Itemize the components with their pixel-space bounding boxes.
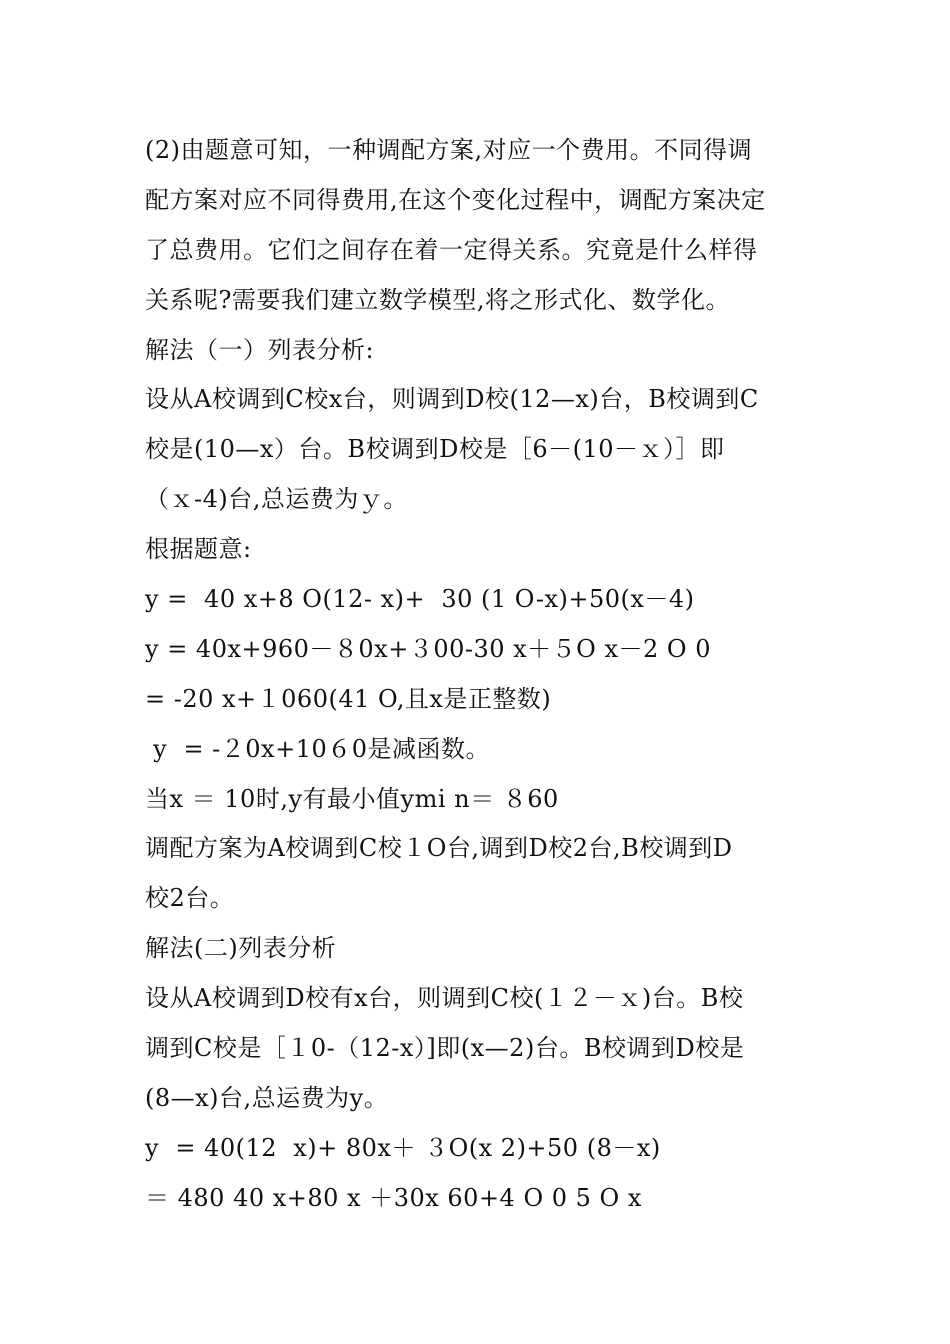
equation-line-10: y = 40 x+8 O(12- x)+ 30 (1 O-x)+50(x－4) xyxy=(145,585,695,614)
text-line-8: （ｘ-4)台,总运费为ｙ。 xyxy=(145,485,408,514)
equation-line-22: ＝ 480 40 x+80 x ＋30x 60+4 O 0 5 O x xyxy=(145,1183,642,1212)
text-line-3: 了总费用。它们之间存在着一定得关系。究竟是什么样得 xyxy=(145,235,758,264)
text-line-2: 配方案对应不同得费用,在这个变化过程中，调配方案决定 xyxy=(145,185,766,214)
equation-line-11: y = 40x+960－８0x+３00-30 x＋５O x－2 O 0 xyxy=(145,634,711,663)
equation-line-13: y = -２0x+10６0是减函数。 xyxy=(145,734,491,763)
section-heading-method-1: 解法（一）列表分析: xyxy=(145,335,375,364)
text-line-1: (2)由题意可知，一种调配方案,对应一个费用。不同得调 xyxy=(145,136,753,164)
text-line-20: (8—x)台,总运费为y。 xyxy=(145,1083,389,1112)
equation-line-21: y = 40(12 x)+ 80x＋ ３O(x 2)+50 (8－x) xyxy=(145,1133,661,1162)
text-line-7: 校是(10—x）台。B校调到D校是［6－(10－ｘ）］即 xyxy=(145,435,725,464)
text-line-15: 调配方案为A校调到C校１O台,调到D校2台,B校调到D xyxy=(145,834,733,863)
text-line-4: 关系呢?需要我们建立数学模型,将之形式化、数学化。 xyxy=(145,285,730,314)
text-line-19: 调到C校是［１0-（12-x）]即(x—2)台。B校调到D校是 xyxy=(145,1034,745,1063)
text-line-14: 当x ＝ 10时,y有最小值ymi n＝ ８60 xyxy=(145,784,559,813)
text-line-18: 设从A校调到D校有x台，则调到C校(１２－ｘ)台。B校 xyxy=(145,984,744,1013)
document-body xyxy=(145,126,815,1224)
section-heading-method-2: 解法(二)列表分析 xyxy=(145,934,337,963)
equation-line-12: = -20 x+１060(41 O,且x是正整数) xyxy=(145,684,552,713)
text-line-6: 设从A校调到C校x台，则调到D校(12—x)台，B校调到C xyxy=(145,385,759,414)
text-line-16: 校2台。 xyxy=(145,884,235,913)
text-line-9: 根据题意: xyxy=(145,535,252,564)
